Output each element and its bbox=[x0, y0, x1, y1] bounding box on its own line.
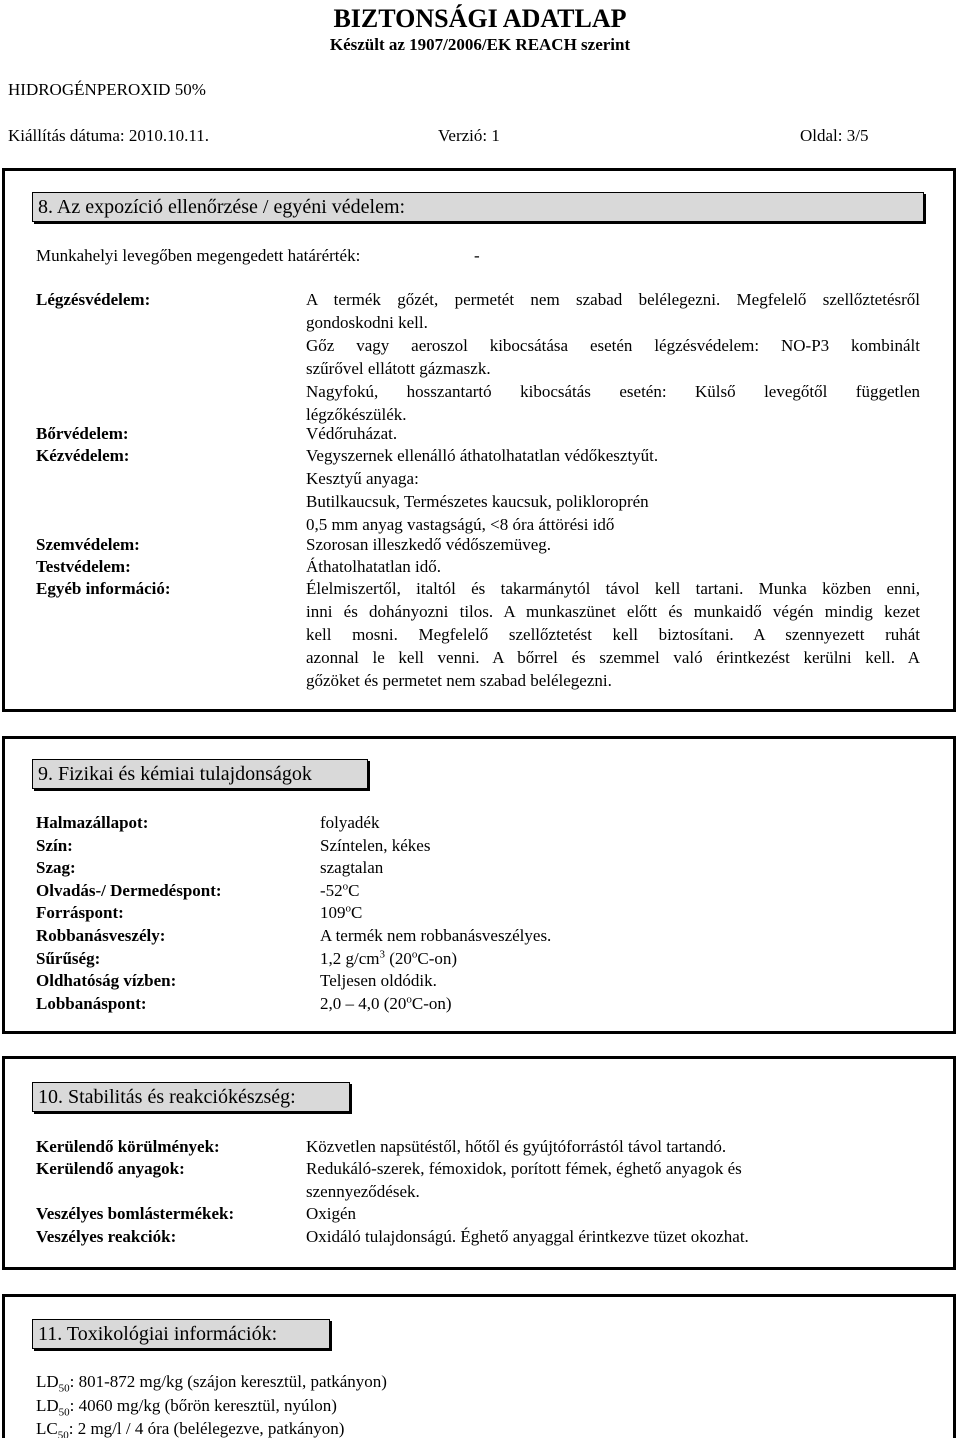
property-value-part: szagtalan bbox=[320, 858, 384, 878]
respiratory-line: Nagyfokú, hosszantartó kibocsátás esetén: Külső levegőtől független bbox=[306, 382, 920, 401]
product-name: HIDROGÉNPEROXID 50% bbox=[8, 80, 206, 99]
superscript: o bbox=[406, 993, 412, 1006]
toxicology-text: : 4060 mg/kg (bőrön keresztül, nyúlon) bbox=[69, 1395, 337, 1415]
property-value-part: C bbox=[348, 880, 360, 900]
property-value-part: 1,2 g/cm bbox=[320, 948, 380, 968]
other-info-line: Élelmiszertől, italtól és takarmánytól távol kell tartani. Munka közben enni, bbox=[306, 579, 920, 598]
hand-text bbox=[306, 444, 920, 536]
property-value-part: 109 bbox=[320, 903, 346, 923]
toxicology-item bbox=[36, 1370, 387, 1393]
section-8-heading: 8. Az expozíció ellenőrzése / egyéni védelem: bbox=[32, 192, 924, 222]
eye-label: Szemvédelem: bbox=[36, 535, 140, 554]
property-value-part: C-on) bbox=[417, 948, 458, 968]
hazardous-reactions-text: Oxidáló tulajdonságú. Éghető anyaggal érintkezve tüzet okozhat. bbox=[306, 1227, 749, 1246]
property-value-part: C-on) bbox=[411, 993, 452, 1013]
property-value-part: Teljesen oldódik. bbox=[320, 971, 437, 991]
respiratory-line: Gőz vagy aeroszol kibocsátása esetén légzésvédelem: NO-P3 kombinált bbox=[306, 336, 920, 355]
section-10-heading: 10. Stabilitás és reakciókészség: bbox=[32, 1082, 350, 1112]
property-label: Olvadás-/ Dermedéspont: bbox=[36, 880, 222, 900]
property-value-part: 2,0 – 4,0 (20 bbox=[320, 993, 407, 1013]
property-value bbox=[320, 901, 362, 924]
respiratory-line: légzőkészülék. bbox=[306, 405, 407, 424]
section-9-heading: 9. Fizikai és kémiai tulajdonságok bbox=[32, 759, 368, 789]
hand-line: Kesztyű anyaga: bbox=[306, 469, 419, 488]
hazardous-reactions-label: Veszélyes reakciók: bbox=[36, 1227, 177, 1246]
toxicology-text: : 801-872 mg/kg (szájon keresztül, patkányon) bbox=[69, 1372, 387, 1391]
skin-label: Bőrvédelem: bbox=[36, 424, 129, 443]
skin-text: Védőruházat. bbox=[306, 424, 398, 443]
eye-text: Szorosan illeszkedő védőszemüveg. bbox=[306, 535, 552, 554]
decomposition-label: Veszélyes bomlástermékek: bbox=[36, 1204, 235, 1223]
toxicology-item bbox=[36, 1394, 337, 1417]
toxicology-text: LD bbox=[36, 1395, 59, 1415]
property-value bbox=[320, 992, 452, 1015]
property-value-part: -52 bbox=[320, 880, 343, 900]
respiratory-line: A termék gőzét, permetét nem szabad belélegezni. Megfelelő szellőztetésről bbox=[306, 290, 920, 309]
toxicology-text: LC bbox=[36, 1419, 58, 1438]
subscript: 50 bbox=[58, 1382, 70, 1395]
property-value bbox=[320, 811, 379, 834]
property-value bbox=[320, 924, 551, 947]
superscript: o bbox=[342, 880, 349, 893]
materials-to-avoid-line: Redukáló-szerek, fémoxidok, porított fémek, éghető anyagok és bbox=[306, 1159, 742, 1178]
other-info-line: inni és dohányozni tilos. A munkaszünet előtt és munkaidő végén mindig kezet bbox=[306, 602, 920, 621]
property-label: Robbanásveszély: bbox=[36, 926, 166, 945]
property-value-part: Színtelen, kékes bbox=[320, 835, 431, 855]
property-label: Sűrűség: bbox=[36, 948, 101, 968]
hand-line: Vegyszernek ellenálló áthatolhatatlan védőkesztyűt. bbox=[306, 446, 659, 465]
respiratory-line: gondoskodni kell. bbox=[306, 313, 428, 332]
subscript: 50 bbox=[58, 1405, 70, 1418]
superscript: o bbox=[345, 902, 351, 915]
property-label: Szag: bbox=[36, 858, 76, 878]
respiratory-label: Légzésvédelem: bbox=[36, 290, 151, 309]
toxicology-text: LD bbox=[36, 1372, 59, 1391]
other-info-line: kell mosni. Megfelelő szellőztetést kell biztosítani. A szennyezett ruhát bbox=[306, 625, 920, 644]
property-value-part: folyadék bbox=[320, 813, 380, 832]
document-title: BIZTONSÁGI ADATLAP bbox=[333, 4, 627, 33]
page-number: Oldal: 3/5 bbox=[800, 126, 869, 145]
respiratory-text bbox=[306, 288, 920, 426]
materials-to-avoid-line: szennyeződések. bbox=[306, 1182, 420, 1201]
hand-label: Kézvédelem: bbox=[36, 446, 130, 465]
exposure-limit-label: Munkahelyi levegőben megengedett határérték: bbox=[36, 246, 361, 265]
conditions-to-avoid-text: Közvetlen napsütéstől, hőtől és gyújtóforrástól távol tartandó. bbox=[306, 1137, 727, 1156]
superscript: o bbox=[411, 947, 418, 960]
property-value bbox=[320, 834, 430, 857]
property-value bbox=[320, 947, 457, 970]
property-label: Lobbanáspont: bbox=[36, 993, 147, 1013]
superscript: 3 bbox=[379, 947, 385, 960]
property-value bbox=[320, 879, 360, 902]
property-value bbox=[320, 969, 437, 992]
materials-to-avoid-label: Kerülendő anyagok: bbox=[36, 1159, 185, 1178]
version: Verzió: 1 bbox=[438, 126, 500, 145]
body-label: Testvédelem: bbox=[36, 557, 131, 576]
issue-date: Kiállítás dátuma: 2010.10.11. bbox=[8, 126, 209, 145]
hand-line: 0,5 mm anyag vastagságú, <8 óra áttörési idő bbox=[306, 515, 615, 534]
subscript: 50 bbox=[57, 1429, 69, 1438]
property-label: Forráspont: bbox=[36, 903, 124, 923]
document-subtitle: Készült az 1907/2006/EK REACH szerint bbox=[329, 35, 631, 54]
other-info-line: gőzöket és permetet nem szabad belélegezni. bbox=[306, 671, 612, 690]
property-label: Szín: bbox=[36, 835, 73, 855]
body-text: Áthatolhatatlan idő. bbox=[306, 557, 442, 576]
toxicology-item bbox=[36, 1417, 344, 1438]
exposure-limit-value: - bbox=[474, 246, 480, 265]
property-value bbox=[320, 856, 383, 879]
conditions-to-avoid-label: Kerülendő körülmények: bbox=[36, 1137, 220, 1156]
other-info-text bbox=[306, 577, 920, 692]
property-label: Halmazállapot: bbox=[36, 813, 149, 832]
respiratory-line: szűrővel ellátott gázmaszk. bbox=[306, 359, 491, 378]
other-info-label: Egyéb információ: bbox=[36, 579, 171, 598]
section-11-heading: 11. Toxikológiai információk: bbox=[32, 1319, 330, 1349]
toxicology-text: : 2 mg/l / 4 óra (belélegezve, patkányon) bbox=[68, 1419, 345, 1438]
hand-line: Butilkaucsuk, Természetes kaucsuk, polikloroprén bbox=[306, 492, 649, 511]
property-value-part: A termék nem robbanásveszélyes. bbox=[320, 926, 552, 945]
property-value-part: (20 bbox=[385, 948, 412, 968]
decomposition-text: Oxigén bbox=[306, 1204, 357, 1223]
property-value-part: C bbox=[351, 903, 363, 923]
other-info-line: azonnal le kell venni. A bőrrel és szemmel való érintkezést kerülni kell. A bbox=[306, 648, 920, 667]
property-label: Oldhatóság vízben: bbox=[36, 971, 177, 991]
